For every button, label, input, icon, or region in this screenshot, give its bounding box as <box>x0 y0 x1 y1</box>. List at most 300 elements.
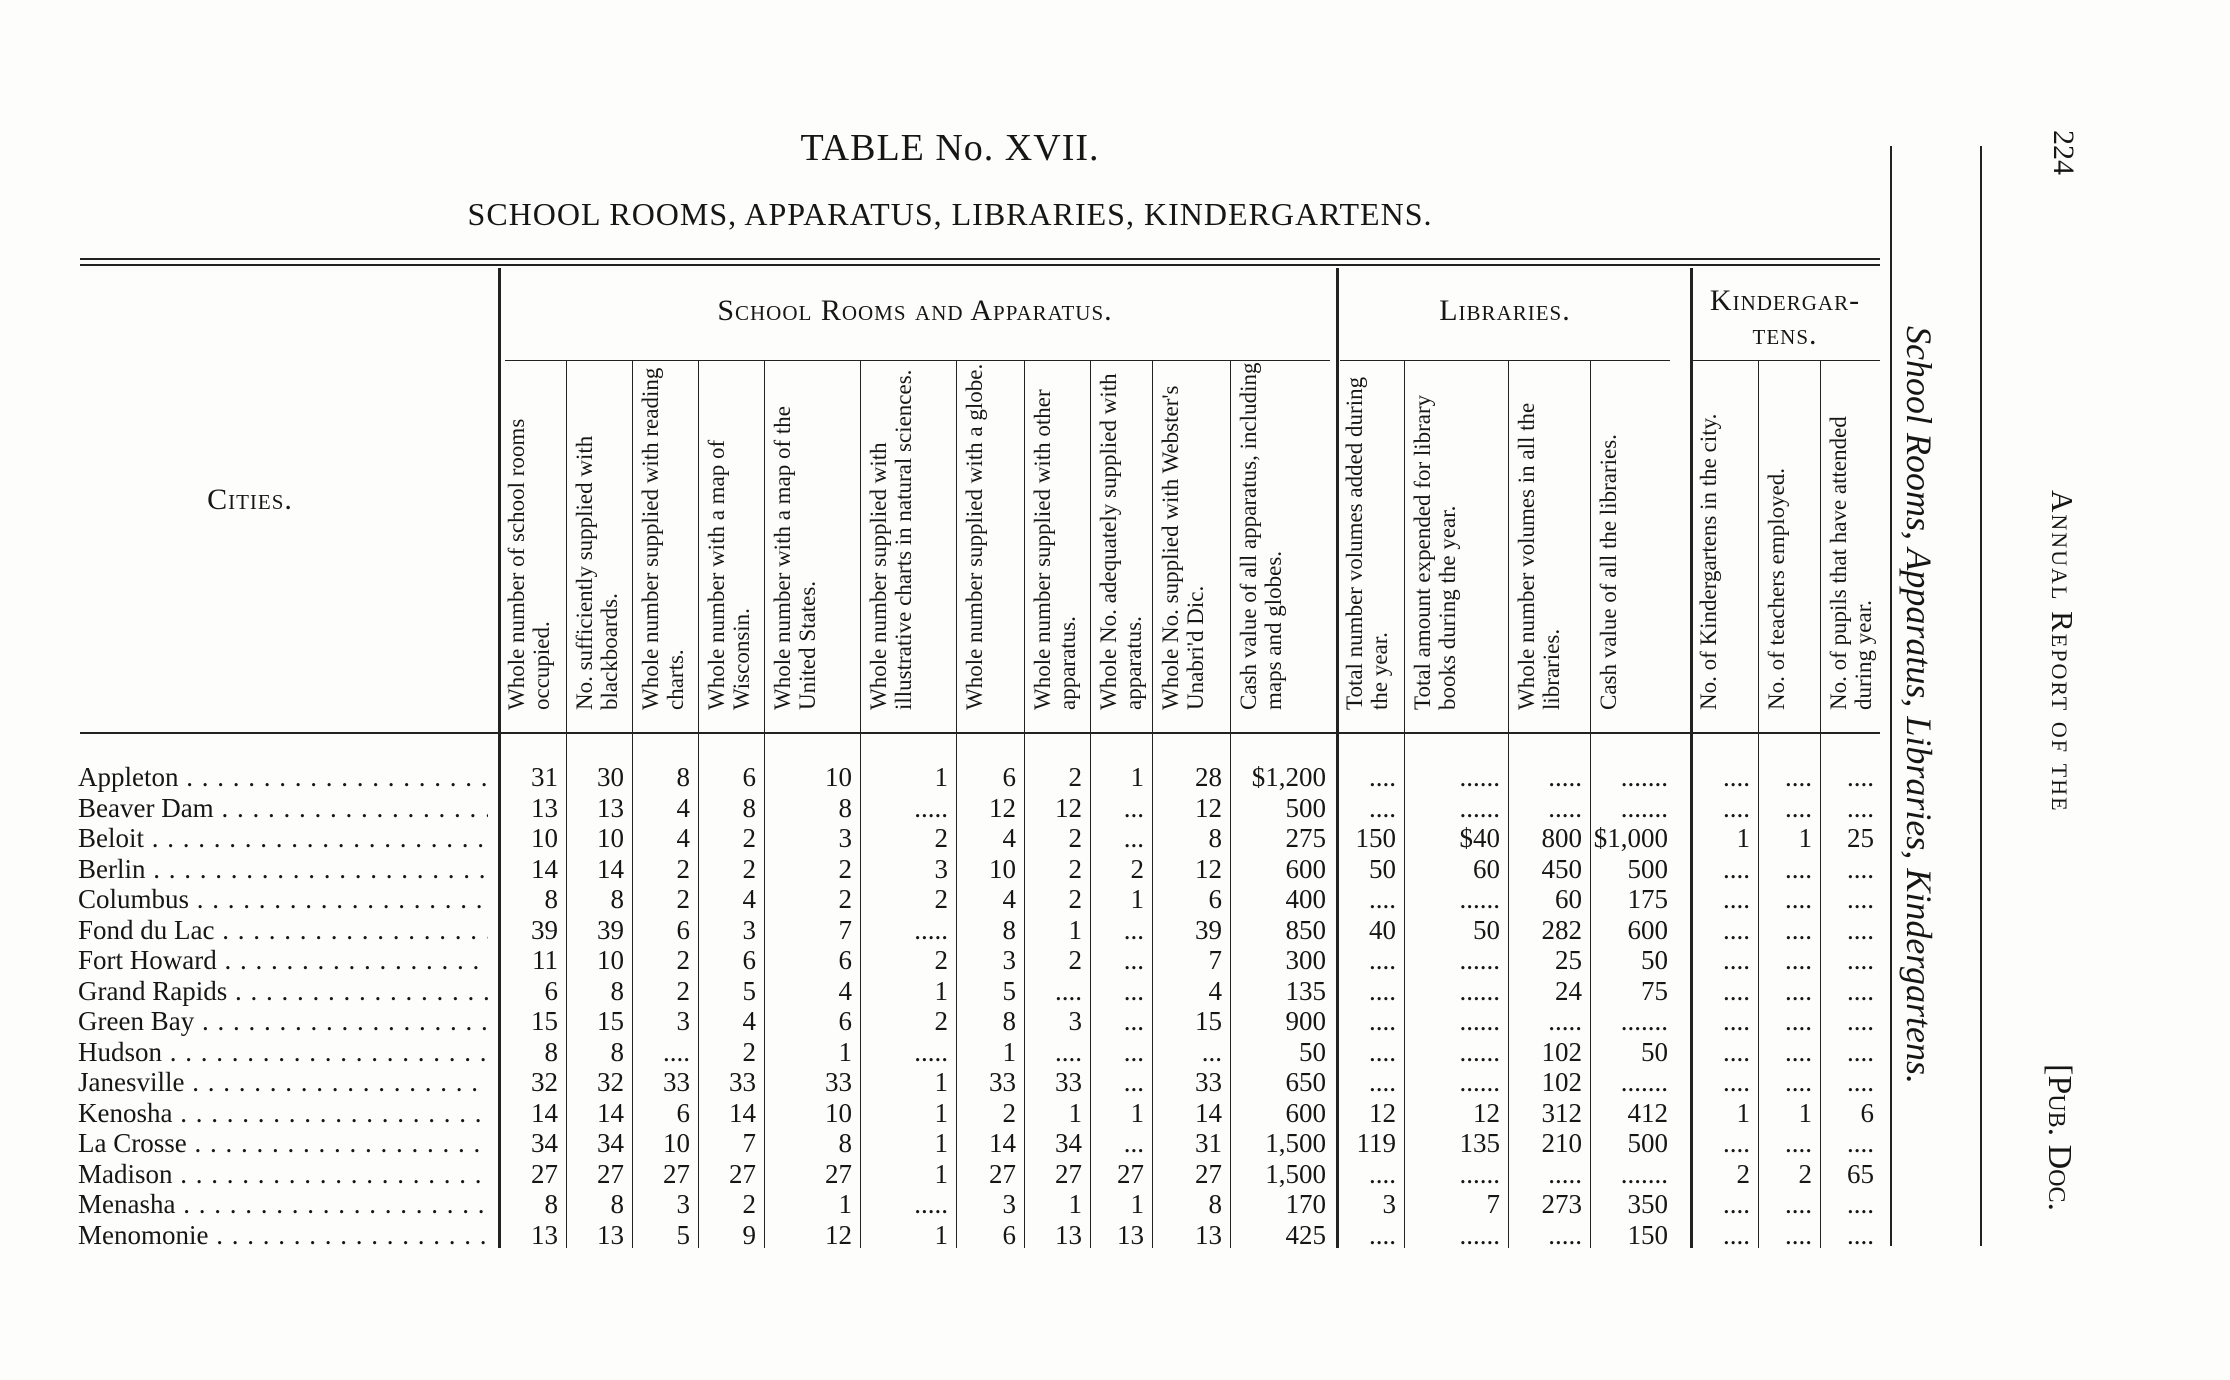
table-row <box>0 1037 1880 1067</box>
table-cell: 7 <box>838 914 852 945</box>
table-cell: 1 <box>1798 1097 1812 1128</box>
table-cell: ... <box>1123 1006 1144 1036</box>
table-cell: 30 <box>597 762 624 792</box>
table-cell: ...... <box>1459 1036 1500 1067</box>
table-row <box>0 854 1880 884</box>
table-cell: ... <box>1123 945 1144 975</box>
column-header-15: Cash value of all the libraries. <box>1596 434 1621 710</box>
table-cell: 7 <box>1208 945 1222 975</box>
table-cell: 39 <box>531 914 558 945</box>
table-cell: 27 <box>825 1158 852 1189</box>
table-cell: 5 <box>742 975 756 1006</box>
table-cell: 9 <box>742 1219 756 1250</box>
table-cell: 102 <box>1541 1036 1582 1067</box>
table-cell: ....... <box>1620 762 1668 792</box>
column-header-7: Whole number supplied with a globe. <box>962 363 987 710</box>
table-cell: .... <box>1785 1219 1812 1250</box>
table-cell: 15 <box>597 1006 624 1036</box>
table-cell: ..... <box>1548 1158 1582 1189</box>
table-cell: 31 <box>531 762 558 792</box>
table-cell: ...... <box>1459 1158 1500 1189</box>
city-name: Menasha . . . <box>78 1189 488 1219</box>
table-cell: ... <box>1123 914 1144 945</box>
table-cell: 3 <box>1002 945 1016 975</box>
table-cell: .... <box>1785 884 1812 914</box>
table-cell: 10 <box>663 1128 690 1158</box>
table-cell: 425 <box>1285 1219 1326 1250</box>
table-cell: .... <box>1369 1067 1396 1097</box>
table-cell: 1 <box>1736 823 1750 853</box>
table-cell: 6 <box>1860 1097 1874 1128</box>
table-cell: 8 <box>838 792 852 823</box>
table-cell: .... <box>1723 1189 1750 1219</box>
table-cell: 10 <box>597 823 624 853</box>
table-cell: ...... <box>1459 792 1500 823</box>
table-row <box>0 1220 1880 1250</box>
table-cell: 312 <box>1541 1097 1582 1128</box>
table-cell: 3 <box>676 1189 690 1219</box>
table-cell: 1 <box>1068 1097 1082 1128</box>
city-name: Hudson . . . <box>78 1037 488 1067</box>
table-cell: 33 <box>989 1067 1016 1097</box>
table-cell: 850 <box>1285 914 1326 945</box>
table-cell: 2 <box>838 884 852 914</box>
city-name: Appleton . . . <box>78 762 488 792</box>
table-cell: .... <box>1847 975 1874 1006</box>
table-cell: 7 <box>742 1128 756 1158</box>
table-cell: 24 <box>1555 975 1582 1006</box>
table-cell: 3 <box>1002 1189 1016 1219</box>
column-header-18: No. of pupils that have attended during year. <box>1826 416 1876 710</box>
table-title: TABLE No. XVII. <box>800 127 1100 169</box>
table-cell: 10 <box>531 823 558 853</box>
table-cell: 12 <box>1473 1097 1500 1128</box>
table-cell: .... <box>1369 1036 1396 1067</box>
column-header-12: Total number volumes added during the year. <box>1342 376 1392 710</box>
table-cell: 2 <box>934 823 948 853</box>
column-header-11: Cash value of all apparatus, including maps and globes. <box>1236 362 1286 710</box>
table-cell: 2 <box>934 945 948 975</box>
report-title: Annual Report of the <box>2045 490 2080 813</box>
table-cell: 350 <box>1627 1189 1668 1219</box>
table-cell: 8 <box>742 792 756 823</box>
table-cell: 2 <box>676 945 690 975</box>
table-cell: 7 <box>1486 1189 1500 1219</box>
column-header-8: Whole number supplied with other apparatus. <box>1030 389 1080 710</box>
table-cell: ...... <box>1459 762 1500 792</box>
table-cell: 2 <box>1798 1158 1812 1189</box>
table-cell: .... <box>1723 1128 1750 1158</box>
column-header-17: No. of teachers employed. <box>1764 467 1789 710</box>
table-cell: 33 <box>1195 1067 1222 1097</box>
table-cell: .... <box>1369 1219 1396 1250</box>
table-cell: .... <box>1369 884 1396 914</box>
table-cell: ...... <box>1459 945 1500 975</box>
table-cell: 14 <box>989 1128 1016 1158</box>
table-cell: .... <box>1847 1036 1874 1067</box>
table-cell: 1 <box>934 1067 948 1097</box>
table-cell: 14 <box>597 853 624 884</box>
table-cell: 10 <box>989 853 1016 884</box>
table-cell: 14 <box>531 853 558 884</box>
table-cell: .... <box>1785 914 1812 945</box>
city-name: Columbus . . . <box>78 884 488 914</box>
table-cell: 2 <box>742 853 756 884</box>
table-cell: 33 <box>825 1067 852 1097</box>
table-cell: 50 <box>1299 1036 1326 1067</box>
table-cell: 2 <box>676 975 690 1006</box>
table-cell: 13 <box>531 792 558 823</box>
table-cell: 2 <box>676 884 690 914</box>
table-cell: .... <box>1785 1036 1812 1067</box>
table-cell: 1 <box>934 1128 948 1158</box>
table-cell: 50 <box>1473 914 1500 945</box>
table-cell: 27 <box>1117 1158 1144 1189</box>
table-cell: $40 <box>1459 823 1500 853</box>
table-cell: 1 <box>934 1097 948 1128</box>
table-cell: .... <box>1847 1189 1874 1219</box>
table-cell: 25 <box>1555 945 1582 975</box>
table-cell: 6 <box>1002 762 1016 792</box>
table-cell: 10 <box>597 945 624 975</box>
table-cell: 34 <box>597 1128 624 1158</box>
table-cell: 6 <box>676 914 690 945</box>
table-cell: ....... <box>1620 1158 1668 1189</box>
table-cell: 5 <box>676 1219 690 1250</box>
table-cell: .... <box>1847 1219 1874 1250</box>
table-cell: .... <box>1723 1219 1750 1250</box>
table-cell: .... <box>1369 945 1396 975</box>
table-cell: 300 <box>1285 945 1326 975</box>
table-cell: 1 <box>934 975 948 1006</box>
table-cell: 15 <box>1195 1006 1222 1036</box>
table-cell: .... <box>1847 762 1874 792</box>
city-name: Beaver Dam . . . <box>78 793 488 823</box>
table-cell: 150 <box>1355 823 1396 853</box>
libraries-underline <box>1340 360 1670 361</box>
table-cell: 13 <box>597 792 624 823</box>
city-name: La Crosse . . . <box>78 1128 488 1158</box>
table-cell: .... <box>1785 762 1812 792</box>
table-cell: 12 <box>825 1219 852 1250</box>
table-cell: $1,000 <box>1593 823 1668 853</box>
table-cell: .... <box>1723 1036 1750 1067</box>
table-cell: 5 <box>1002 975 1016 1006</box>
table-cell: 900 <box>1285 1006 1326 1036</box>
table-cell: .... <box>663 1036 690 1067</box>
table-cell: 33 <box>729 1067 756 1097</box>
table-cell: ...... <box>1459 1067 1500 1097</box>
column-header-14: Whole number volumes in all the libraries. <box>1514 402 1564 710</box>
table-cell: 3 <box>742 914 756 945</box>
table-cell: 8 <box>838 1128 852 1158</box>
table-cell: ....... <box>1620 1067 1668 1097</box>
table-cell: 600 <box>1285 853 1326 884</box>
table-cell: ..... <box>1548 1006 1582 1036</box>
table-cell: 1 <box>838 1036 852 1067</box>
table-cell: 273 <box>1541 1189 1582 1219</box>
table-cell: 8 <box>1002 1006 1016 1036</box>
table-cell: 1 <box>934 762 948 792</box>
table-cell: .... <box>1847 792 1874 823</box>
table-cell: .... <box>1847 1006 1874 1036</box>
city-name: Menomonie . . . <box>78 1220 488 1250</box>
table-cell: 2 <box>934 884 948 914</box>
table-row <box>0 976 1880 1006</box>
table-cell: 600 <box>1285 1097 1326 1128</box>
column-header-2: No. sufficiently supplied with blackboards. <box>572 435 622 710</box>
table-cell: 27 <box>663 1158 690 1189</box>
table-cell: 1 <box>838 1189 852 1219</box>
table-subtitle: SCHOOL ROOMS, APPARATUS, LIBRARIES, KINDERGARTENS. <box>467 196 1433 232</box>
table-cell: .... <box>1369 762 1396 792</box>
column-header-9: Whole No. adequately supplied with apparatus. <box>1096 373 1146 710</box>
table-cell: 4 <box>1208 975 1222 1006</box>
table-cell: 1 <box>934 1219 948 1250</box>
table-row <box>0 915 1880 945</box>
city-name: Kenosha . . . <box>78 1098 488 1128</box>
table-cell: ... <box>1123 1067 1144 1097</box>
table-cell: 3 <box>1382 1189 1396 1219</box>
table-cell: 8 <box>1208 1189 1222 1219</box>
table-cell: .... <box>1785 945 1812 975</box>
table-cell: .... <box>1723 762 1750 792</box>
table-cell: .... <box>1847 1067 1874 1097</box>
table-cell: .... <box>1847 914 1874 945</box>
table-cell: 500 <box>1285 792 1326 823</box>
table-cell: 500 <box>1627 853 1668 884</box>
table-cell: .... <box>1723 1067 1750 1097</box>
table-cell: 14 <box>1195 1097 1222 1128</box>
table-cell: .... <box>1847 1128 1874 1158</box>
table-cell: 13 <box>1055 1219 1082 1250</box>
table-cell: .... <box>1785 1189 1812 1219</box>
table-cell: 8 <box>610 1189 624 1219</box>
table-cell: 15 <box>531 1006 558 1036</box>
table-cell: 4 <box>676 792 690 823</box>
table-cell: 2 <box>742 823 756 853</box>
school-rooms-underline <box>505 360 1330 361</box>
table-cell: 13 <box>1195 1219 1222 1250</box>
table-cell: 75 <box>1641 975 1668 1006</box>
table-cell: 27 <box>989 1158 1016 1189</box>
table-cell: 12 <box>1369 1097 1396 1128</box>
table-cell: 500 <box>1627 1128 1668 1158</box>
table-cell: 6 <box>742 762 756 792</box>
table-cell: 1,500 <box>1265 1158 1326 1189</box>
table-cell: 8 <box>676 762 690 792</box>
table-row <box>0 762 1880 792</box>
table-cell: 1 <box>1130 1189 1144 1219</box>
table-row <box>0 1159 1880 1189</box>
table-cell: 2 <box>1130 853 1144 884</box>
table-cell: 12 <box>1195 853 1222 884</box>
table-cell: 8 <box>544 1036 558 1067</box>
table-cell: 33 <box>1055 1067 1082 1097</box>
table-cell: 2 <box>1068 945 1082 975</box>
table-cell: .... <box>1369 792 1396 823</box>
table-cell: ... <box>1123 1036 1144 1067</box>
city-name: Fort Howard . . . <box>78 945 488 975</box>
table-cell: 8 <box>544 884 558 914</box>
top-rule <box>80 258 1880 260</box>
page-number: 224 <box>2047 130 2080 175</box>
table-cell: 2 <box>1068 762 1082 792</box>
table-cell: 1 <box>1798 823 1812 853</box>
header-bottom-rule <box>80 732 1880 734</box>
table-cell: .... <box>1055 1036 1082 1067</box>
table-cell: 650 <box>1285 1067 1326 1097</box>
table-cell: 2 <box>676 853 690 884</box>
table-cell: ... <box>1123 823 1144 853</box>
table-cell: 6 <box>1208 884 1222 914</box>
table-cell: 2 <box>742 1189 756 1219</box>
table-cell: .... <box>1785 975 1812 1006</box>
top-rule-2 <box>80 264 1880 266</box>
table-cell: 13 <box>1117 1219 1144 1250</box>
table-cell: 32 <box>597 1067 624 1097</box>
table-cell: 8 <box>610 975 624 1006</box>
table-cell: 2 <box>1736 1158 1750 1189</box>
table-cell: 60 <box>1473 853 1500 884</box>
table-cell: 3 <box>934 853 948 884</box>
table-cell: .... <box>1369 975 1396 1006</box>
table-cell: ..... <box>1548 762 1582 792</box>
table-cell: 6 <box>1002 1219 1016 1250</box>
column-header-4: Whole number with a map of Wisconsin. <box>704 439 754 710</box>
table-cell: .... <box>1723 975 1750 1006</box>
table-cell: 39 <box>1195 914 1222 945</box>
table-cell: 1 <box>1736 1097 1750 1128</box>
table-cell: 4 <box>676 823 690 853</box>
table-cell: ..... <box>914 1036 948 1067</box>
table-cell: 450 <box>1541 853 1582 884</box>
table-cell: 12 <box>1055 792 1082 823</box>
table-cell: ...... <box>1459 884 1500 914</box>
table-cell: 400 <box>1285 884 1326 914</box>
table-cell: 1 <box>1130 884 1144 914</box>
table-cell: 65 <box>1847 1158 1874 1189</box>
table-cell: .... <box>1723 884 1750 914</box>
table-cell: 8 <box>1208 823 1222 853</box>
table-cell: 8 <box>610 1036 624 1067</box>
table-cell: 50 <box>1641 1036 1668 1067</box>
table-cell: 1 <box>1002 1036 1016 1067</box>
table-cell: .... <box>1723 914 1750 945</box>
table-cell: .... <box>1785 853 1812 884</box>
table-cell: 2 <box>838 853 852 884</box>
table-cell: 6 <box>742 945 756 975</box>
table-cell: 11 <box>532 945 558 975</box>
table-cell: .... <box>1785 1006 1812 1036</box>
table-cell: .... <box>1055 975 1082 1006</box>
table-cell: 2 <box>934 1006 948 1036</box>
table-cell: .... <box>1785 1128 1812 1158</box>
table-cell: .... <box>1369 1158 1396 1189</box>
table-cell: 34 <box>531 1128 558 1158</box>
table-cell: 2 <box>742 1036 756 1067</box>
table-cell: 150 <box>1627 1219 1668 1250</box>
table-cell: 50 <box>1369 853 1396 884</box>
table-cell: 412 <box>1627 1097 1668 1128</box>
table-cell: ...... <box>1459 975 1500 1006</box>
table-cell: 102 <box>1541 1067 1582 1097</box>
section-school-rooms: School Rooms and Apparatus. <box>717 294 1113 327</box>
table-cell: 1 <box>1068 1189 1082 1219</box>
table-cell: 10 <box>825 1097 852 1128</box>
table-cell: ...... <box>1459 1006 1500 1036</box>
section-kindergartens: Kindergar- tens. <box>1709 284 1861 351</box>
city-name: Green Bay . . . <box>78 1006 488 1036</box>
table-cell: .... <box>1785 1067 1812 1097</box>
table-cell: 4 <box>838 975 852 1006</box>
table-cell: ..... <box>1548 792 1582 823</box>
table-cell: 4 <box>742 884 756 914</box>
table-cell: 1,500 <box>1265 1128 1326 1158</box>
table-cell: 14 <box>597 1097 624 1128</box>
table-cell: ... <box>1123 975 1144 1006</box>
table-cell: 3 <box>1068 1006 1082 1036</box>
table-cell: $1,200 <box>1251 762 1326 792</box>
table-row <box>0 1189 1880 1219</box>
table-row <box>0 1098 1880 1128</box>
table-cell: 800 <box>1541 823 1582 853</box>
table-cell: 275 <box>1285 823 1326 853</box>
table-cell: 4 <box>1002 823 1016 853</box>
table-cell: ..... <box>914 792 948 823</box>
pub-doc: [Pub. Doc. <box>2041 1064 2078 1211</box>
table-cell: 10 <box>825 762 852 792</box>
table-cell: 8 <box>544 1189 558 1219</box>
table-cell: .... <box>1723 945 1750 975</box>
table-cell: 27 <box>729 1158 756 1189</box>
table-cell: 12 <box>1195 792 1222 823</box>
section-libraries: Libraries. <box>1439 294 1571 327</box>
table-cell: .... <box>1847 884 1874 914</box>
table-cell: .... <box>1847 853 1874 884</box>
table-cell: ... <box>1201 1036 1222 1067</box>
table-cell: 1 <box>1130 1097 1144 1128</box>
city-name: Madison . . . <box>78 1159 488 1189</box>
city-name: Grand Rapids . . . <box>78 976 488 1006</box>
table-cell: 6 <box>838 1006 852 1036</box>
table-cell: .... <box>1785 792 1812 823</box>
table-cell: .... <box>1723 1006 1750 1036</box>
column-header-3: Whole number supplied with reading charts. <box>638 367 688 710</box>
table-cell: ... <box>1123 792 1144 823</box>
table-cell: ....... <box>1620 792 1668 823</box>
table-cell: 25 <box>1847 823 1874 853</box>
table-cell: 170 <box>1285 1189 1326 1219</box>
table-cell: 50 <box>1641 945 1668 975</box>
table-cell: .... <box>1723 792 1750 823</box>
table-cell: 3 <box>838 823 852 853</box>
margin-rule <box>1980 146 1982 1246</box>
table-row <box>0 793 1880 823</box>
table-cell: 14 <box>729 1097 756 1128</box>
column-header-6: Whole number supplied with illustrative charts in natural sciences. <box>866 369 916 710</box>
table-cell: 6 <box>838 945 852 975</box>
city-name: Berlin . . . <box>78 854 488 884</box>
city-name: Janesville . . . <box>78 1067 488 1097</box>
column-header-16: No. of Kindergartens in the city. <box>1696 413 1721 710</box>
table-cell: 600 <box>1627 914 1668 945</box>
table-cell: 40 <box>1369 914 1396 945</box>
city-name: Fond du Lac . . . <box>78 915 488 945</box>
table-cell: 8 <box>610 884 624 914</box>
table-cell: 13 <box>531 1219 558 1250</box>
table-cell: 282 <box>1541 914 1582 945</box>
